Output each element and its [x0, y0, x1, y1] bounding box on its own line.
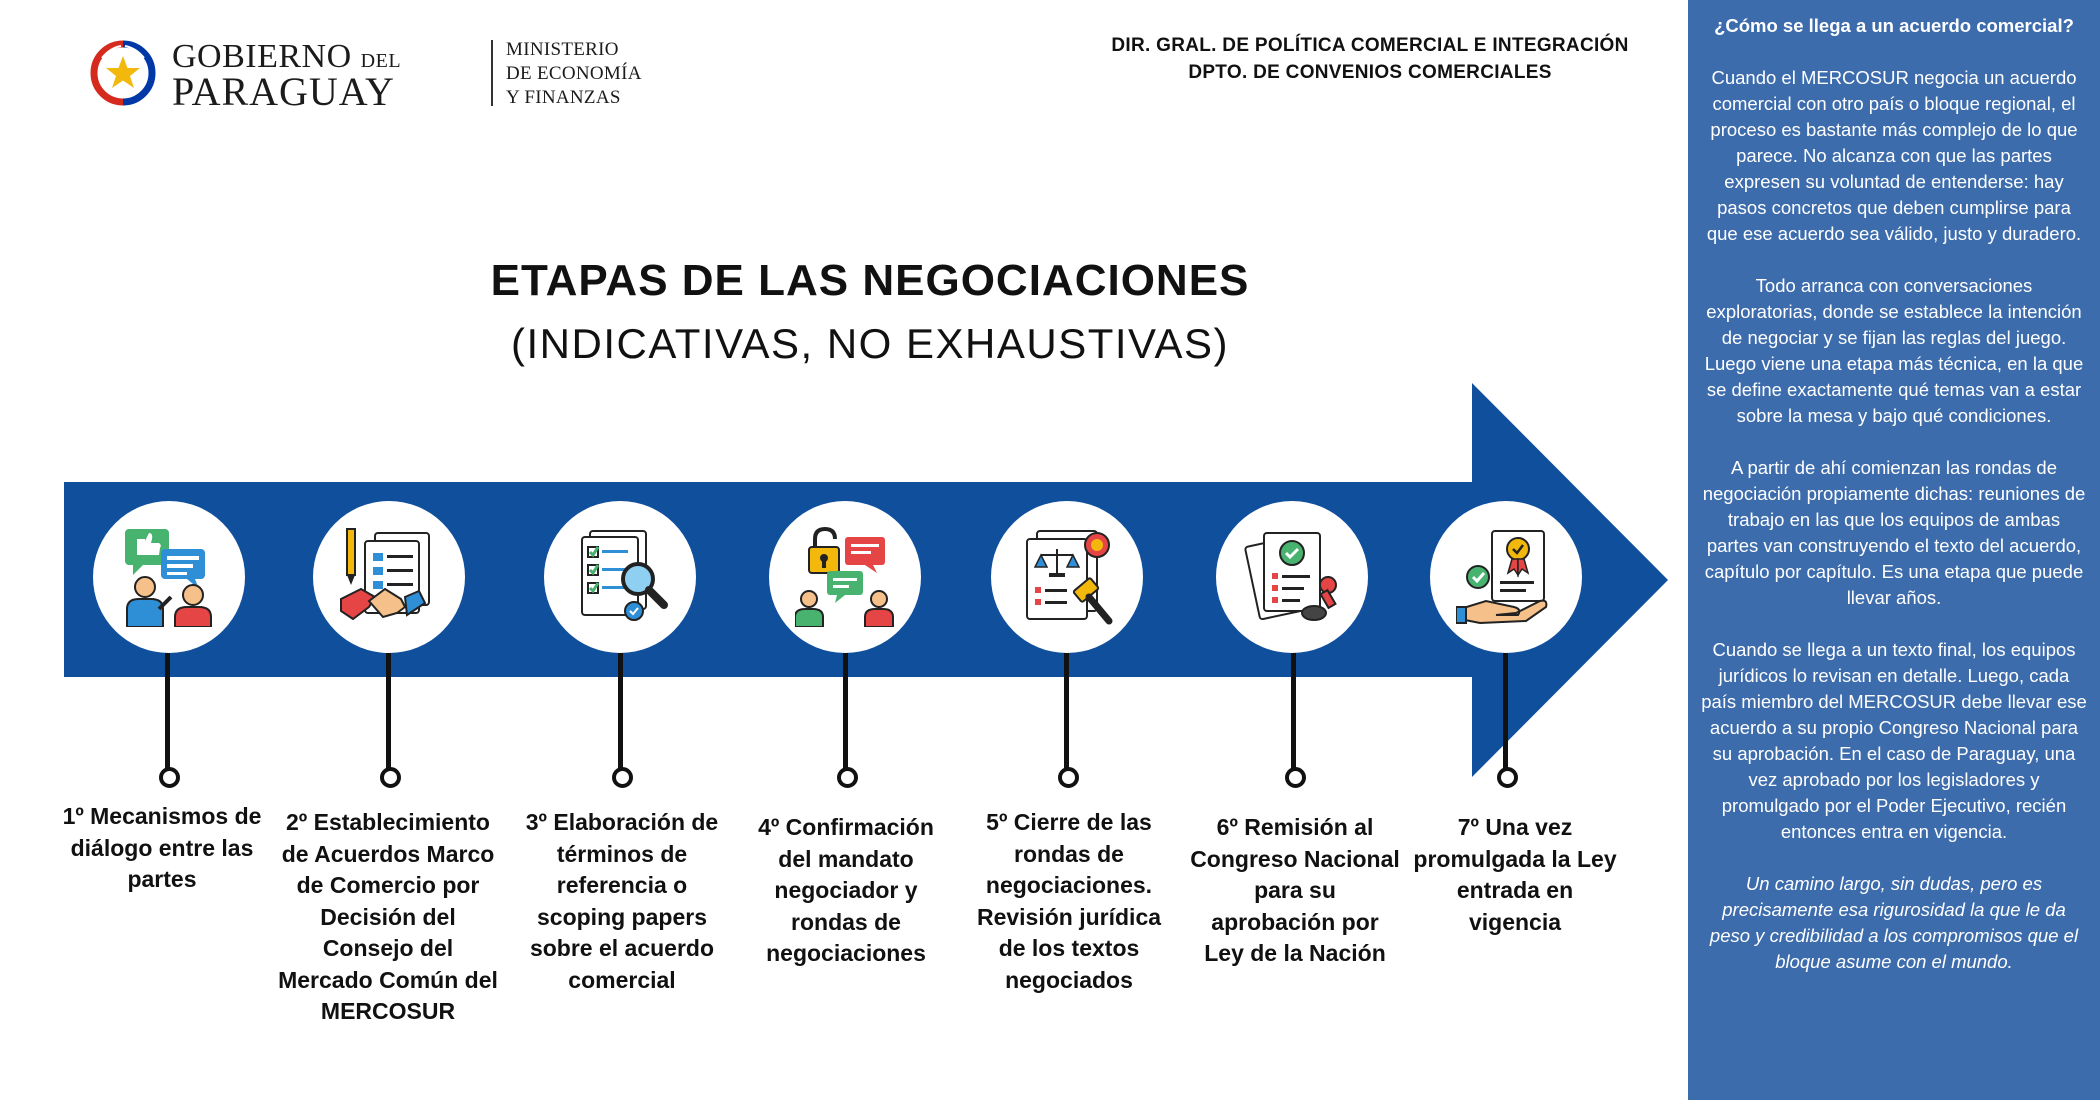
logo-paraguay-text: PARAGUAY: [172, 69, 395, 114]
panel-closing: Un camino largo, sin dudas, pero es precisamente esa rigurosidad la que le da peso y credibilidad a los compromisos que el bloque asume con el mundo.: [1709, 873, 2079, 972]
legal-review-icon: [1017, 527, 1117, 627]
stage-7-label: 7º Una vez promulgada la Ley entrada en vigencia: [1413, 814, 1617, 935]
stage-6-stem: [1291, 653, 1296, 772]
page-subtitle: (INDICATIVAS, NO EXHAUSTIVAS): [511, 320, 1229, 367]
stage-1-label: 1º Mecanismos de diálogo entre las partes: [62, 803, 262, 892]
negotiation-padlock-icon: [795, 527, 895, 627]
stage-6-circle: [1216, 501, 1368, 653]
stage-4-circle: [769, 501, 921, 653]
stage-5-stem: [1064, 653, 1069, 772]
stage-3-circle: [544, 501, 696, 653]
stage-2-circle: [313, 501, 465, 653]
handshake-document-icon: [339, 527, 439, 627]
stage-3-dot: [612, 767, 633, 788]
certificate-hand-icon: [1456, 527, 1556, 627]
stage-4-stem: [843, 653, 848, 772]
stage-7-dot: [1497, 767, 1518, 788]
logo-ministry-text: MINISTERIO DE ECONOMÍA Y FINANZAS: [506, 39, 642, 108]
stage-7-stem: [1503, 653, 1508, 772]
panel-paragraph-4: Cuando se llega a un texto final, los equipos jurídicos lo revisan en detalle. Luego, cada país miembro del MERCOSUR debe llevar ese acuerdo a su propio Congreso Nacional para su aprobación. En el caso de Paraguay, una vez aprobado por los legisladores y promulgado por el Poder Ejecutivo, recién entonces entra en vigencia.: [1701, 639, 2087, 842]
stage-2-stem: [386, 653, 391, 772]
approval-stamp-icon: [1242, 527, 1342, 627]
directorate-heading: DIR. GRAL. DE POLÍTICA COMERCIAL E INTEGRACIÓN DPTO. DE CONVENIOS COMERCIALES: [1111, 35, 1629, 83]
panel-paragraph-2: Todo arranca con conversaciones exploratorias, donde se establece la intención de negociar y se fijan las reglas del juego. Luego viene una etapa más técnica, en la que se define exactamente qué temas van a estar sobre la mesa y bajo qué condiciones.: [1704, 275, 2084, 426]
stage-5-label: 5º Cierre de las rondas de negociaciones. Revisión jurídica de los textos negociados: [976, 809, 1162, 993]
stage-4-label: 4º Confirmación del mandato negociador y rondas de negociaciones: [758, 814, 934, 966]
panel-paragraph-3: A partir de ahí comienzan las rondas de negociación propiamente dichas: reuniones de trabajo en las que los equipos de ambas partes van construyendo el texto del acuerdo, capítulo por capítulo. Es una etapa que puede llevar años.: [1702, 457, 2086, 608]
stage-6-label: 6º Remisión al Congreso Nacional para su aprobación por Ley de la Nación: [1190, 814, 1400, 966]
stage-6-dot: [1285, 767, 1306, 788]
dialogue-people-icon: [119, 527, 219, 627]
stage-1-stem: [165, 653, 170, 772]
page-title: ETAPAS DE LAS NEGOCIACIONES: [490, 256, 1250, 305]
stage-2-label: 2º Establecimiento de Acuerdos Marco de Comercio por Decisión del Consejo del Mercado Común del MERCOSUR: [278, 809, 498, 1024]
stage-4-dot: [837, 767, 858, 788]
stage-3-stem: [618, 653, 623, 772]
stage-5-dot: [1058, 767, 1079, 788]
stage-2-dot: [380, 767, 401, 788]
logo-gobierno-text: GOBIERNO DEL: [172, 38, 402, 75]
info-panel: [1688, 0, 2100, 1100]
stage-5-circle: [991, 501, 1143, 653]
panel-paragraph-1: Cuando el MERCOSUR negocia un acuerdo comercial con otro país o bloque regional, el proceso es bastante más complejo de lo que parece. No alcanza con que las partes expresen su voluntad de entenderse: hay pasos concretos que deben cumplirse para que ese acuerdo sea válido, justo y duradero.: [1706, 67, 2082, 244]
panel-question: ¿Cómo se llega a un acuerdo comercial?: [1714, 15, 2074, 36]
stage-1-circle: [93, 501, 245, 653]
stage-3-label: 3º Elaboración de términos de referencia o scoping papers sobre el acuerdo comercial: [525, 809, 719, 993]
checklist-magnifier-icon: [570, 527, 670, 627]
stage-7-circle: [1430, 501, 1582, 653]
stage-1-dot: [159, 767, 180, 788]
